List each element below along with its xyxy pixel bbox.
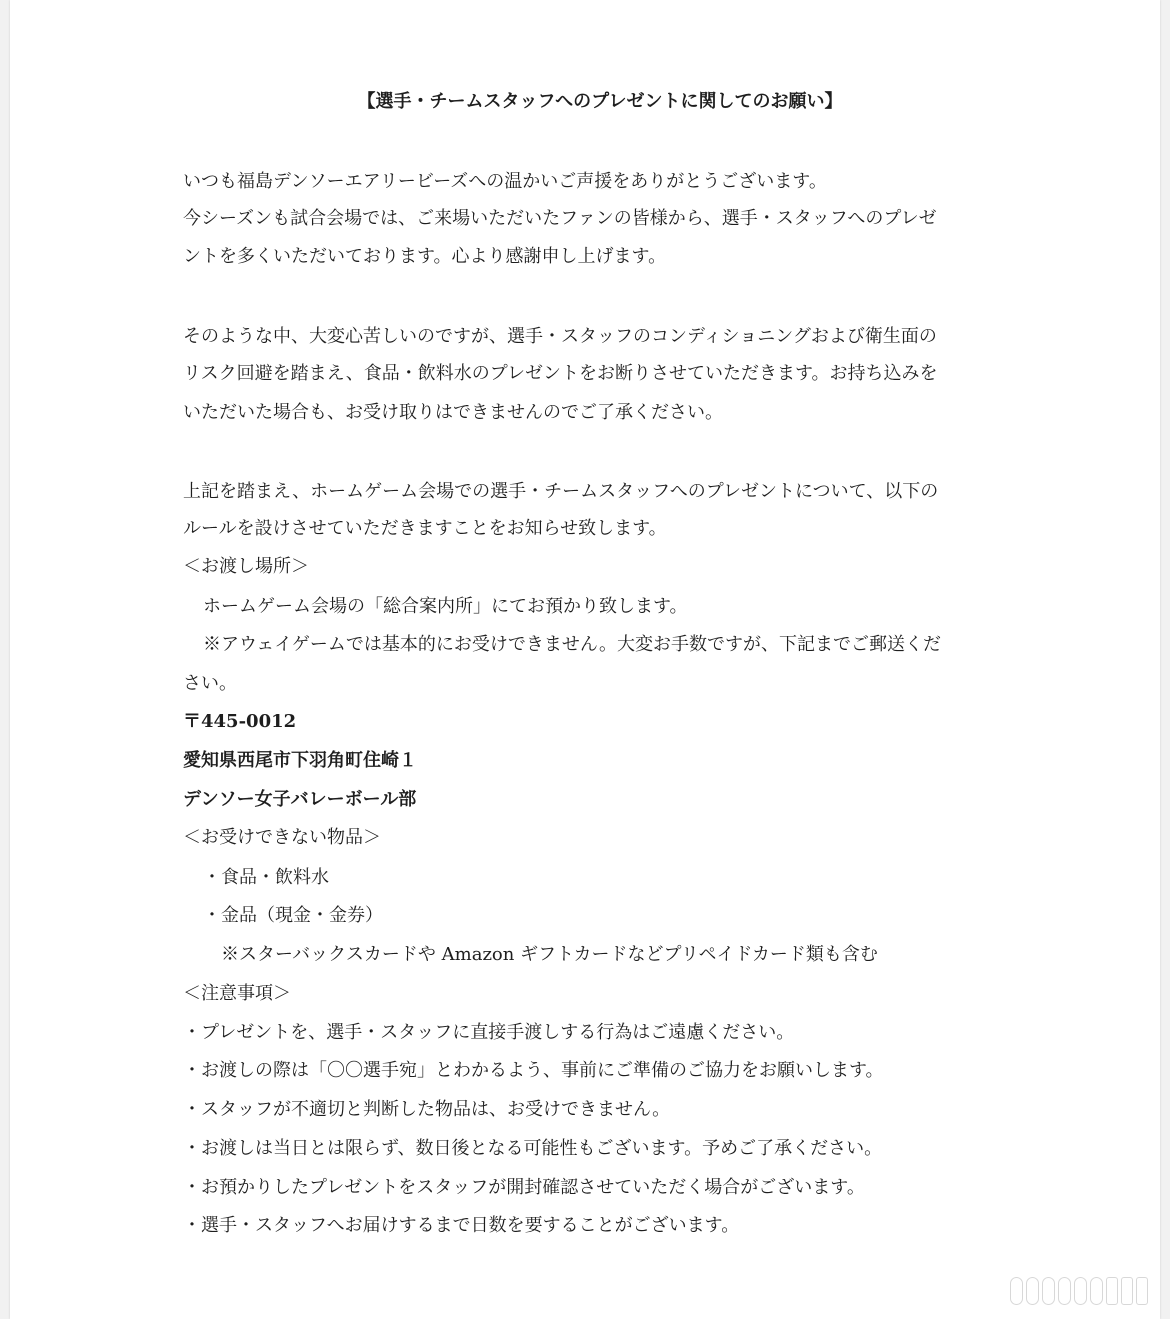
intro-line: ントを多くいただいております。心より感謝申し上げます。	[183, 246, 667, 267]
paragraph2-line: そのような中、大変心苦しいのですが、選手・スタッフのコンディショニングおよび衛生面の	[183, 326, 937, 347]
delivery-heading: ＜お渡し場所＞	[183, 556, 309, 577]
prohibited-heading: ＜お受けできない物品＞	[183, 827, 381, 848]
notes-item: ・選手・スタッフへお届けするまで日数を要することがございます。	[183, 1215, 740, 1236]
notes-item: ・プレゼントを、選手・スタッフに直接手渡しする行為はご遠慮ください。	[183, 1022, 795, 1043]
notes-item: ・スタッフが不適切と判断した物品は、お受けできません。	[183, 1099, 671, 1120]
notes-item: ・お預かりしたプレゼントをスタッフが開封確認させていただく場合がございます。	[183, 1177, 865, 1198]
prohibited-item: ・食品・飲料水	[203, 867, 329, 888]
notes-item: ・お渡しの際は「〇〇選手宛」とわかるよう、事前にご準備のご協力をお願いします。	[183, 1060, 884, 1081]
prohibited-note: ※スターバックスカードや Amazon ギフトカードなどプリペイドカード類も含む	[221, 944, 878, 965]
paragraph3-line: 上記を踏まえ、ホームゲーム会場での選手・チームスタッフへのプレゼントについて、以下の	[183, 481, 939, 502]
street-address: 愛知県西尾市下羽角町住崎１	[183, 750, 417, 771]
watermark-logo	[1010, 1277, 1148, 1305]
paragraph2-line: いただいた場合も、お受け取りはできませんのでご了承ください。	[183, 402, 723, 423]
intro-line: いつも福島デンソーエアリービーズへの温かいご声援をありがとうございます。	[183, 171, 827, 192]
recipient-name: デンソー女子バレーボール部	[183, 789, 417, 810]
postal-code: 〒445-0012	[183, 711, 297, 732]
delivery-note-line: さい。	[183, 673, 237, 694]
prohibited-item: ・金品（現金・金券）	[203, 905, 383, 926]
paragraph3-line: ルールを設けさせていただきますことをお知らせ致します。	[183, 518, 667, 539]
document-title: 【選手・チームスタッフへのプレゼントに関してのお願い】	[357, 91, 843, 112]
document-page	[10, 0, 1160, 1319]
delivery-place: ホームゲーム会場の「総合案内所」にてお預かり致します。	[203, 596, 688, 617]
notes-heading: ＜注意事項＞	[183, 983, 291, 1004]
delivery-note-line: ※アウェイゲームでは基本的にお受けできません。大変お手数ですが、下記までご郵送くだ	[203, 634, 941, 655]
intro-line: 今シーズンも試合会場では、ご来場いただいたファンの皆様から、選手・スタッフへのプレゼ	[183, 208, 937, 229]
paragraph2-line: リスク回避を踏まえ、食品・飲料水のプレゼントをお断りさせていただきます。お持ち込みを	[183, 363, 938, 384]
notes-item: ・お渡しは当日とは限らず、数日後となる可能性もございます。予めご了承ください。	[183, 1138, 883, 1159]
